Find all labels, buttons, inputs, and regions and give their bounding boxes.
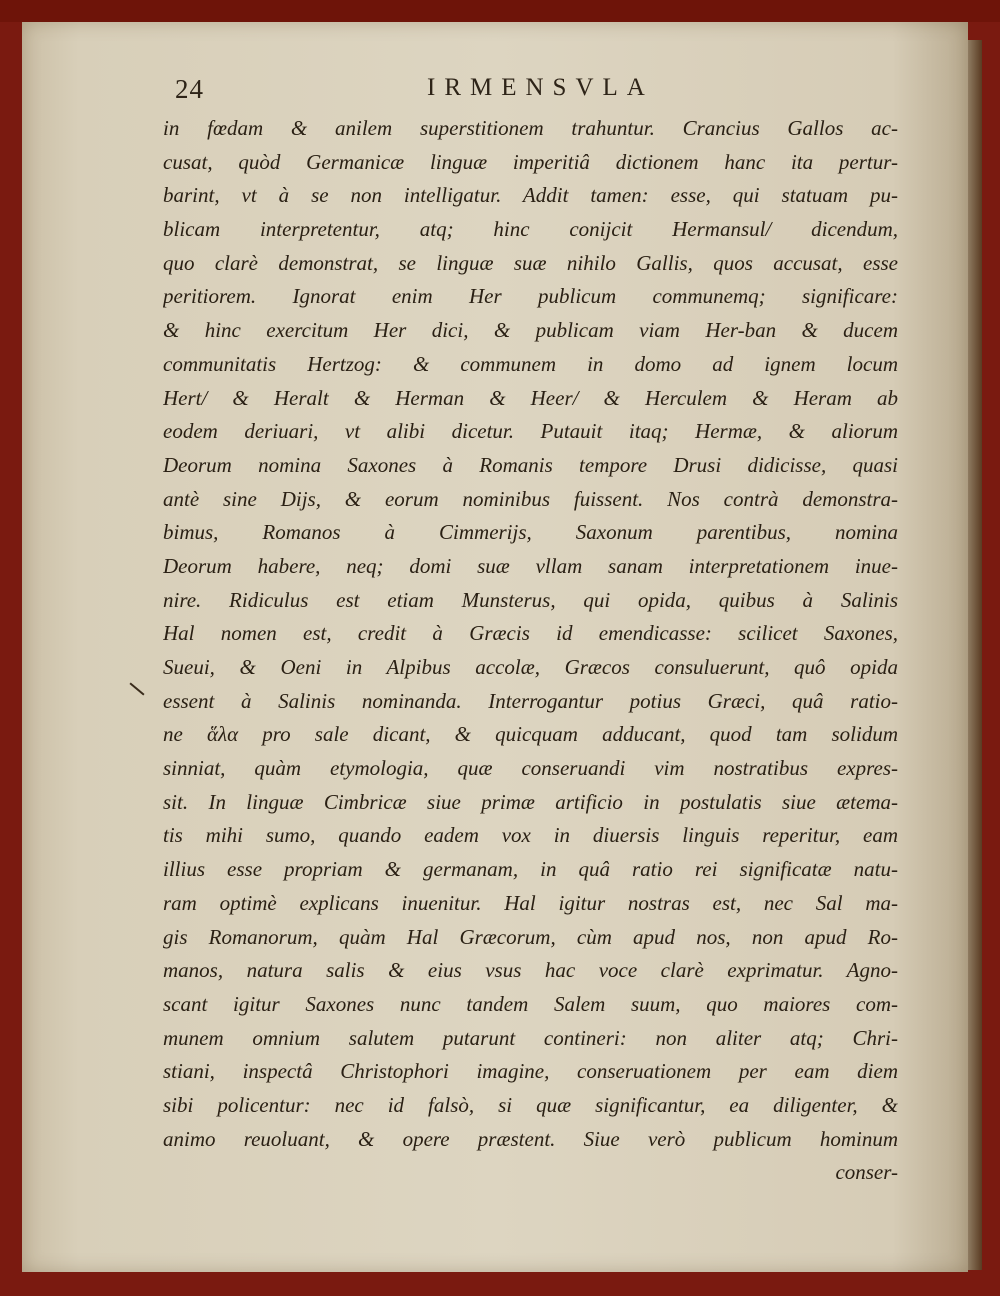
text-line: Hert/ & Heralt & Herman & Heer/ & Herculem & Heram ab	[163, 385, 898, 410]
text-line: antè sine Dijs, & eorum nominibus fuissent. Nos contrà demonstra-	[163, 486, 898, 511]
text-line: blicam interpretentur, atq; hinc conijcit Hermansul/ dicendum,	[163, 217, 898, 242]
text-line: eodem deriuari, vt alibi dicetur. Putauit itaq; Hermæ, & aliorum	[163, 419, 898, 444]
text-line: communitatis Hertzog: & communem in domo ad ignem locum	[163, 351, 898, 376]
text-line: tis mihi sumo, quando eadem vox in diuersis linguis reperitur, eam	[163, 823, 898, 848]
frame-top-edge	[0, 0, 1000, 22]
text-line: essent à Salinis nominanda. Interrogantur potius Græci, quâ ratio-	[163, 688, 898, 713]
text-line: sinniat, quàm etymologia, quæ conseruandi vim nostratibus expres-	[163, 756, 898, 781]
text-line: Hal nomen est, credit à Græcis id emendicasse: scilicet Saxones,	[163, 621, 898, 646]
page-edge-shadow	[968, 40, 982, 1270]
text-line: Sueui, & Oeni in Alpibus accolæ, Græcos consuluerunt, quô opida	[163, 655, 898, 679]
text-line: ne ἅλα pro sale dicant, & quicquam adducant, quod tam solidum	[163, 722, 898, 747]
page-header	[175, 74, 895, 108]
text-line: Deorum nomina Saxones à Romanis tempore Drusi didicisse, quasi	[163, 452, 898, 477]
text-line: scant igitur Saxones nunc tandem Salem suum, quo maiores com-	[163, 991, 898, 1016]
text-line: gis Romanorum, quàm Hal Græcorum, cùm apud nos, non apud Ro-	[163, 924, 898, 949]
text-line: Deorum habere, neq; domi suæ vllam sanam interpretationem inue-	[163, 553, 898, 578]
text-line: & hinc exercitum Her dici, & publicam viam Her-ban & ducem	[163, 318, 898, 343]
text-line: stiani, inspectâ Christophori imagine, conseruationem per eam diem	[163, 1059, 898, 1084]
text-line: illius esse propriam & germanam, in quâ ratio rei significatæ natu-	[163, 857, 898, 882]
text-line: manos, natura salis & eius vsus hac voce clarè exprimatur. Agno-	[163, 958, 898, 983]
text-line: conser-	[835, 1160, 898, 1185]
page-number: 24	[175, 74, 204, 104]
text-line: barint, vt à se non intelligatur. Addit tamen: esse, qui statuam pu-	[163, 183, 898, 208]
text-line: peritiorem. Ignorat enim Her publicum communemq; significare:	[163, 284, 898, 309]
text-line: animo reuoluant, & opere præstent. Siue verò publicum hominum	[163, 1126, 898, 1151]
text-line: sit. In linguæ Cimbricæ siue primæ artificio in postulatis siue ætema-	[163, 789, 898, 814]
text-line: munem omnium salutem putarunt contineri: non aliter atq; Chri-	[163, 1025, 898, 1050]
text-line: quo clarè demonstrat, se linguæ suæ nihilo Gallis, quos accusat, esse	[163, 250, 898, 275]
text-line: bimus, Romanos à Cimmerijs, Saxonum parentibus, nomina	[163, 520, 898, 545]
text-line: in fœdam & anilem superstitionem trahuntur. Crancius Gallos ac-	[163, 116, 898, 140]
body-text	[163, 112, 898, 1190]
text-line: cusat, quòd Germanicæ linguæ imperitiâ dictionem hanc ita pertur-	[163, 149, 898, 174]
running-title: IRMENSVLA	[427, 74, 654, 101]
text-line: sibi policentur: nec id falsò, si quæ significantur, ea diligenter, &	[163, 1092, 898, 1117]
text-line: ram optimè explicans inuenitur. Hal igitur nostras est, nec Sal ma-	[163, 890, 898, 915]
text-line: nire. Ridiculus est etiam Munsterus, qui opida, quibus à Salinis	[163, 587, 898, 612]
